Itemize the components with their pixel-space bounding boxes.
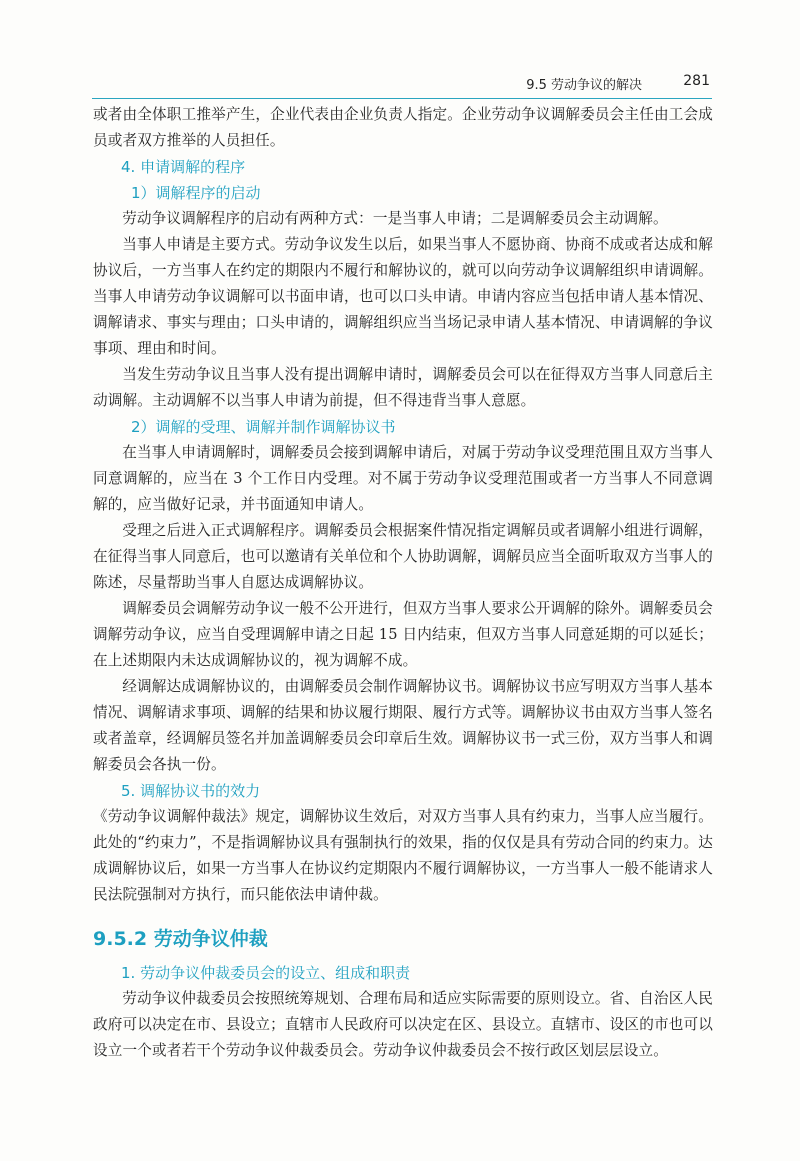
paragraph: 受理之后进入正式调解程序。调解委员会根据案件情况指定调解员或者调解小组进行调解，在征得当事人同意后，也可以邀请有关单位和个人协助调解，调解员应当全面听取双方当事人的陈述，尽量帮助当事人自愿达成调解协议。: [93, 522, 713, 591]
paragraph: 在当事人申请调解时，调解委员会接到调解申请后，对属于劳动争议受理范围且双方当事人同意调解的，应当在 3 个工作日内受理。对不属于劳动争议受理范围或者一方当事人不同意调解的，应当做好记录，并书面通知申请人。: [93, 444, 713, 513]
paragraph: 当发生劳动争议且当事人没有提出调解申请时，调解委员会可以在征得双方当事人同意后主动调解。主动调解不以当事人申请为前提，但不得违背当事人意愿。: [93, 366, 713, 409]
section-heading: 9.5.2 劳动争议仲裁: [93, 928, 268, 950]
paragraph: 《劳动争议调解仲裁法》规定，调解协议生效后，对双方当事人具有约束力，当事人应当履行。此处的“约束力”，不是指调解协议具有强制执行的效果，指的仅仅是具有劳动合同的约束力。达成调解协议后，如果一方当事人在协议约定期限内不履行调解协议，一方当事人一般不能请求人民法院强制对方执行，而只能依法申请仲裁。: [93, 808, 713, 903]
paragraph: 劳动争议调解程序的启动有两种方式：一是当事人申请；二是调解委员会主动调解。: [122, 210, 668, 227]
sub-subsection-heading: 1）调解程序的启动: [131, 184, 261, 202]
subsection-heading: 5. 调解协议书的效力: [121, 782, 261, 800]
subsection-heading: 4. 申请调解的程序: [121, 158, 246, 176]
paragraph: 劳动争议仲裁委员会按照统筹规划、合理布局和适应实际需要的原则设立。省、自治区人民政府可以决定在市、县设立；直辖市人民政府可以决定在区、县设立。直辖市、设区的市也可以设立一个或者若干个劳动争议仲裁委员会。劳动争议仲裁委员会不按行政区划层层设立。: [93, 990, 713, 1059]
page-number: 281: [683, 73, 710, 89]
paragraph: 经调解达成调解协议的，由调解委员会制作调解协议书。调解协议书应写明双方当事人基本情况、调解请求事项、调解的结果和协议履行期限、履行方式等。调解协议书由双方当事人签名或者盖章，经调解员签名并加盖调解委员会印章后生效。调解协议书一式三份，双方当事人和调解委员会各执一份。: [93, 678, 713, 773]
page-body: [93, 102, 713, 1064]
header-section-title: 9.5 劳动争议的解决: [526, 78, 642, 93]
paragraph: 或者由全体职工推举产生，企业代表由企业负责人指定。企业劳动争议调解委员会主任由工会成员或者双方推举的人员担任。: [93, 106, 713, 149]
paragraph: 当事人申请是主要方式。劳动争议发生以后，如果当事人不愿协商、协商不成或者达成和解协议后，一方当事人在约定的期限内不履行和解协议的，就可以向劳动争议调解组织申请调解。当事人申请劳动争议调解可以书面申请，也可以口头申请。申请内容应当包括申请人基本情况、调解请求、事实与理由；口头申请的，调解组织应当当场记录申请人基本情况、申请调解的争议事项、理由和时间。: [93, 236, 713, 357]
sub-subsection-heading: 2）调解的受理、调解并制作调解协议书: [131, 418, 396, 436]
subsection-heading: 1. 劳动争议仲裁委员会的设立、组成和职责: [121, 964, 411, 982]
running-header: [92, 62, 712, 99]
paragraph: 调解委员会调解劳动争议一般不公开进行，但双方当事人要求公开调解的除外。调解委员会调解劳动争议，应当自受理调解申请之日起 15 日内结束，但双方当事人同意延期的可以延长；在上述期限内未达成调解协议的，视为调解不成。: [93, 600, 713, 669]
